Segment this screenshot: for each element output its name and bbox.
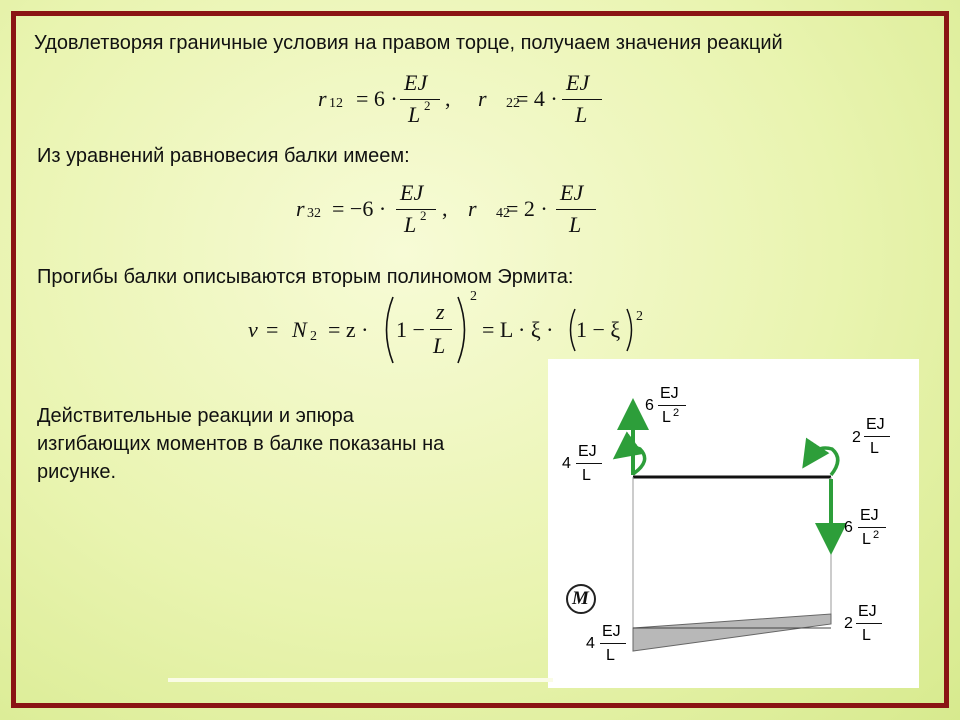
r32-equals: = −6 · [332,196,387,221]
n-symbol: N [292,317,307,342]
right-paren-1 [453,295,473,365]
right-force-coef: 6 [844,519,853,536]
diag-left-coef: 4 [586,635,595,652]
r22-subscript: 22 [506,96,520,111]
r42-numerator: EJ [560,180,584,205]
r32-subscript: 32 [307,206,321,221]
r22-fraction-bar [562,99,602,100]
heading-line: Удовлетворяя граничные условия на правом торце, получаем значения реакций [34,32,783,54]
diag-right-bar [856,623,882,624]
r12-denominator: L [408,102,421,127]
top-force-coef: 6 [645,397,654,414]
r12-equals: = 6 · [356,86,398,111]
diag-right-coef: 2 [844,615,853,632]
v-equals: = [266,317,279,342]
diag-right-num: EJ [858,603,877,620]
right-force-num: EJ [860,507,879,524]
diag-right-den: L [862,627,871,644]
r32-denominator: L [404,212,417,237]
r42-subscript: 42 [496,206,510,221]
r12-fraction-bar [400,99,440,100]
paragraph-line-1: Действительные реакции и эпюра [37,405,354,427]
r32-fraction-bar [396,209,436,210]
left-paren-1 [378,295,398,365]
r12-symbol: r [318,86,327,111]
moment-symbol: M [572,588,589,609]
hermite-line: Прогибы балки описываются вторым полиномом Эрмита: [37,266,574,288]
square-exponent-1: 2 [470,289,477,304]
right-moment-bar [864,436,890,437]
l-denominator: L [433,333,446,358]
r12-numerator: EJ [404,70,428,95]
one-minus-xi: 1 − ξ [576,317,621,342]
right-moment-arrow [810,448,838,475]
paragraph-line-2: изгибающих моментов в балке показаны на [37,433,445,455]
r12-den-exponent: 2 [424,98,431,113]
top-force-num: EJ [660,385,679,402]
z-numerator: z [436,299,445,324]
right-force-bar [858,527,886,528]
r42-symbol: r [468,196,477,221]
top-force-den-exp: 2 [673,407,680,419]
r32-symbol: r [296,196,305,221]
moment-diagram [633,614,831,651]
left-moment-bar [576,463,602,464]
reactions-paragraph [37,402,444,486]
top-force-bar [658,405,686,406]
top-force-den: L [662,409,671,426]
diag-left-num: EJ [602,623,621,640]
r42-fraction-bar [556,209,596,210]
paragraph-line-3: рисунке. [37,461,116,483]
diag-left-bar [600,643,626,644]
r42-denominator: L [569,212,582,237]
left-moment-num: EJ [578,443,597,460]
formula2-comma: , [442,196,448,221]
right-moment-coef: 2 [852,429,861,446]
z-fraction-bar [430,329,452,330]
r12-subscript: 12 [329,96,343,111]
r22-denominator: L [575,102,588,127]
formula1-comma: , [445,86,451,111]
right-moment-num: EJ [866,416,885,433]
r22-equals: = 4 · [516,86,558,111]
diag-left-den: L [606,647,615,664]
formula-r12-r22 [318,72,648,132]
r32-den-exponent: 2 [420,208,427,223]
r42-equals: = 2 · [506,196,548,221]
rhs-expression: = L · ξ · [482,317,554,342]
z-equals: = z · [328,317,369,342]
r22-symbol: r [478,86,487,111]
right-moment-den: L [870,440,879,457]
right-force-den: L [862,531,871,548]
left-moment-coef: 4 [562,455,571,472]
left-moment-den: L [582,467,591,484]
decorative-line [168,678,553,682]
r22-numerator: EJ [566,70,590,95]
one-minus-1: 1 − [396,317,425,342]
n-subscript: 2 [310,329,317,344]
r32-numerator: EJ [400,180,424,205]
right-force-den-exp: 2 [873,529,880,541]
equilibrium-line: Из уравнений равновесия балки имеем: [37,145,410,167]
square-exponent-2: 2 [636,309,643,324]
formula-r32-r42 [296,180,626,240]
beam-figure [548,359,919,688]
v-symbol: v [248,317,258,342]
